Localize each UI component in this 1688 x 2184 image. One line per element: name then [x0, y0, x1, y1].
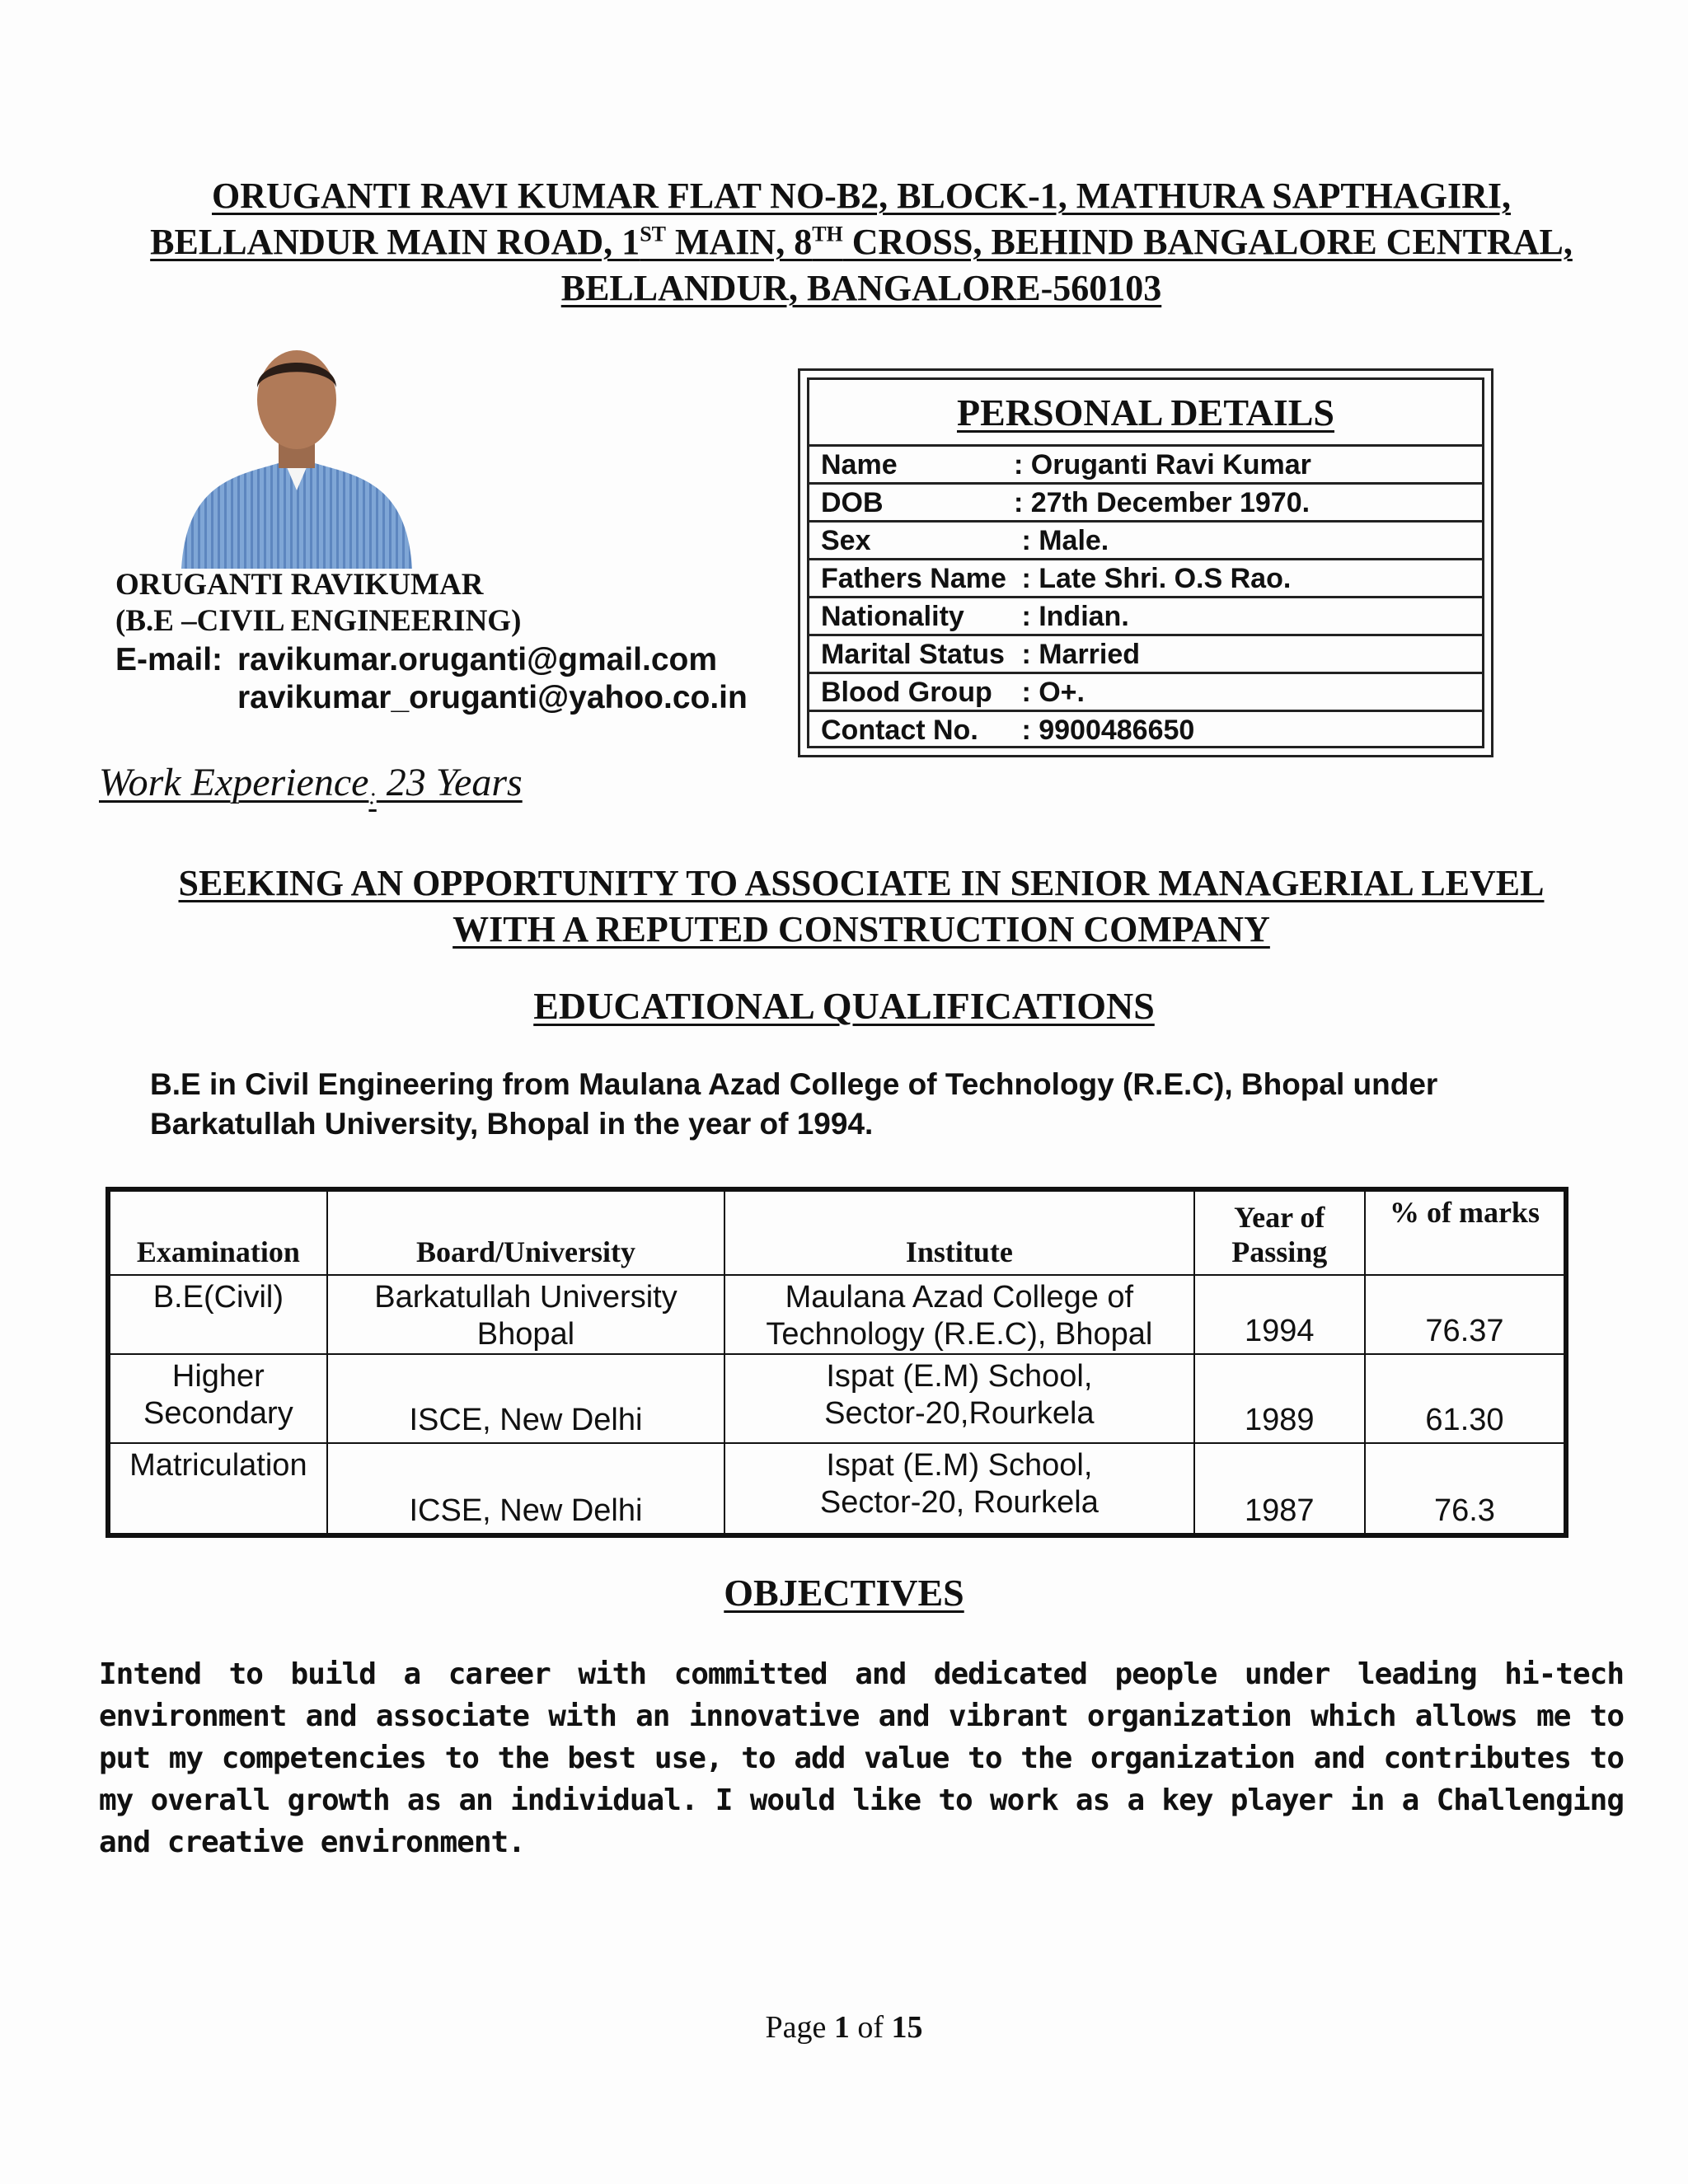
email-label: E-mail:	[115, 642, 223, 677]
col-examination: Examination	[108, 1189, 327, 1275]
pd-row-marital-status: Marital Status : Married	[809, 636, 1482, 674]
cell-year: 1994	[1194, 1275, 1365, 1354]
work-experience-label: Work Experience	[99, 761, 369, 804]
cell-institute: Ispat (E.M) School, Sector-20, Rourkela	[724, 1443, 1193, 1535]
email-block	[115, 641, 748, 717]
address-line-2: BELLANDUR MAIN ROAD, 1ST MAIN, 8TH CROSS, BEHIND BANGALORE CENTRAL,	[150, 222, 1573, 262]
table-header-row	[108, 1189, 1566, 1275]
col-year: Year of Passing	[1194, 1189, 1365, 1275]
work-experience-value: 23 Years	[376, 761, 523, 804]
cell-marks: 76.37	[1365, 1275, 1566, 1354]
cell-marks: 76.3	[1365, 1443, 1566, 1535]
address-line-3: BELLANDUR, BANGALORE-560103	[560, 268, 1162, 308]
seeking-statement	[99, 860, 1624, 953]
cell-board: Barkatullah University Bhopal	[327, 1275, 724, 1354]
cell-institute: Ispat (E.M) School, Sector-20,Rourkela	[724, 1354, 1193, 1443]
education-table	[106, 1187, 1568, 1538]
email-primary[interactable]: ravikumar.oruganti@gmail.com	[237, 642, 718, 677]
cell-exam: B.E(Civil)	[108, 1275, 327, 1354]
table-row	[108, 1354, 1566, 1443]
pd-row-name: Name : Oruganti Ravi Kumar	[809, 447, 1482, 485]
cell-year: 1987	[1194, 1443, 1365, 1535]
cell-year: 1989	[1194, 1354, 1365, 1443]
page-total: 15	[891, 2010, 923, 2045]
cell-board: ICSE, New Delhi	[327, 1443, 724, 1535]
pd-row-contact: Contact No. : 9900486650	[821, 715, 1195, 746]
education-summary: B.E in Civil Engineering from Maulana Azad College of Technology (R.E.C), Bhopal under Barkatullah University, Bhopal in the year of 1994.	[150, 1067, 1438, 1141]
personal-details-box	[798, 368, 1493, 757]
profile-degree: (B.E –CIVIL ENGINEERING)	[115, 604, 522, 638]
pd-row-sex: Sex : Male.	[809, 523, 1482, 560]
objectives-heading: OBJECTIVES	[724, 1572, 964, 1614]
address-line-1: ORUGANTI RAVI KUMAR FLAT NO-B2, BLOCK-1, MATHURA SAPTHAGIRI,	[212, 176, 1511, 216]
seeking-line-1: SEEKING AN OPPORTUNITY TO ASSOCIATE IN SENIOR MANAGERIAL LEVEL	[178, 863, 1545, 903]
email-secondary[interactable]: ravikumar_oruganti@yahoo.co.in	[237, 680, 748, 715]
cell-marks: 61.30	[1365, 1354, 1566, 1443]
personal-details-title: PERSONAL DETAILS	[809, 380, 1482, 447]
profile-photo	[165, 338, 429, 569]
col-board: Board/University	[327, 1189, 724, 1275]
table-row	[108, 1443, 1566, 1535]
education-heading: EDUCATIONAL QUALIFICATIONS	[533, 985, 1155, 1027]
col-marks: % of marks	[1365, 1189, 1566, 1275]
cell-institute: Maulana Azad College of Technology (R.E.C), Bhopal	[724, 1275, 1193, 1354]
address-header	[99, 173, 1624, 312]
work-experience: Work Experience$_:$ 23 Years	[99, 761, 523, 810]
pd-row-fathers-name: Fathers Name : Late Shri. O.S Rao.	[809, 560, 1482, 598]
page-footer: Page 1 of 15	[765, 2010, 923, 2045]
pd-row-dob: DOB : 27th December 1970.	[809, 485, 1482, 523]
profile-name-block	[115, 567, 791, 640]
page-number: 1	[833, 2010, 850, 2045]
seeking-line-2: WITH A REPUTED CONSTRUCTION COMPANY	[452, 909, 1270, 949]
profile-name: ORUGANTI RAVIKUMAR	[115, 568, 484, 602]
cell-exam: Higher Secondary	[108, 1354, 327, 1443]
cell-board: ISCE, New Delhi	[327, 1354, 724, 1443]
pd-row-nationality: Nationality : Indian.	[809, 598, 1482, 636]
objectives-text: Intend to build a career with committed and dedicated people under leading hi-tech environment and associate with an innovative and vibrant organization which allows me to put my competencies to the best use, to add value to the organization and contributes to my overall growth as an individual. I would like to work as a key player in a Challenging and creative environment.	[99, 1657, 1624, 1859]
table-row	[108, 1275, 1566, 1354]
col-institute: Institute	[724, 1189, 1193, 1275]
cell-exam: Matriculation	[108, 1443, 327, 1535]
pd-row-blood-group: Blood Group : O+.	[809, 674, 1482, 712]
